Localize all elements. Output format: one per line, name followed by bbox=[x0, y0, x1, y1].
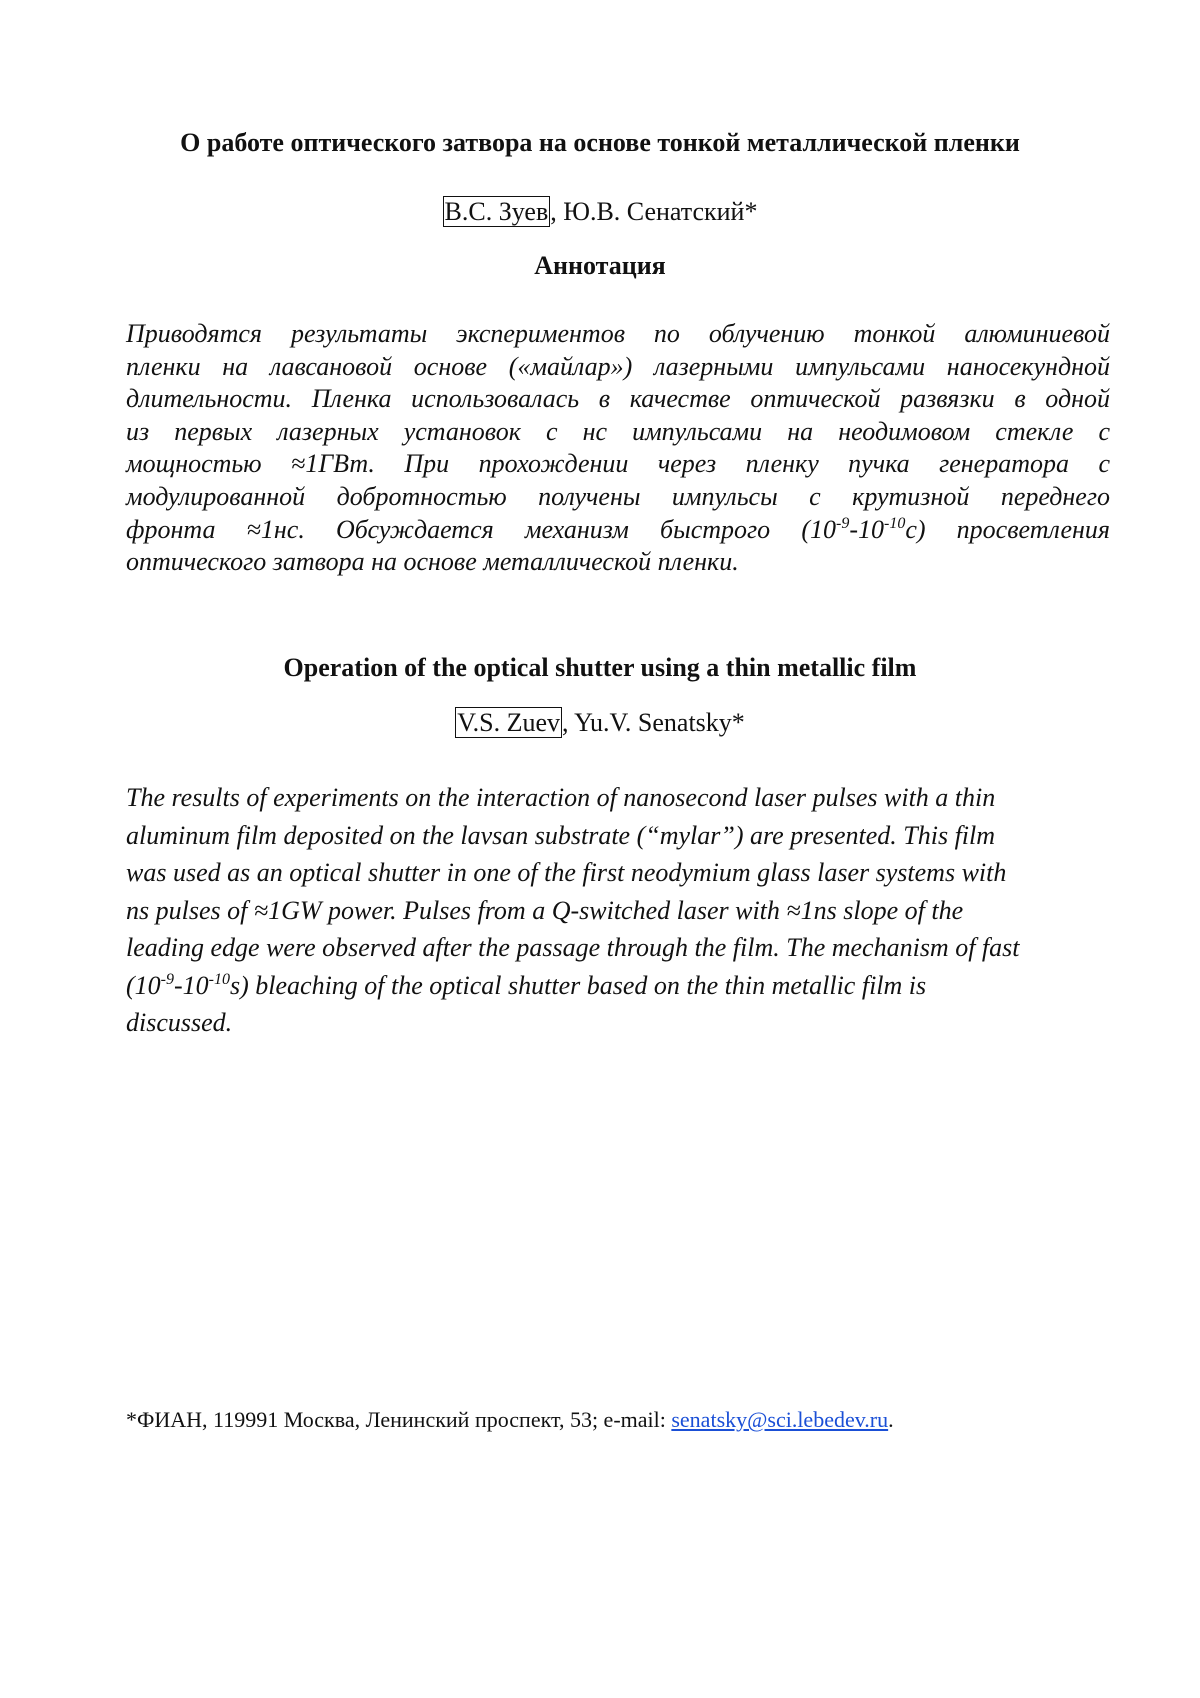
russian-authors bbox=[0, 195, 1200, 229]
english-authors bbox=[0, 706, 1200, 740]
russian-author-senatsky: Ю.В. Сенатский* bbox=[563, 197, 758, 226]
russian-abstract-line: оптического затвора на основе металлической пленки. bbox=[126, 547, 739, 577]
annotation-heading: Аннотация bbox=[534, 251, 666, 280]
russian-abstract-line: мощностью ≈1ГВт. При прохождении через пленку пучка генератора с bbox=[126, 449, 1110, 479]
russian-author-zuev: В.С. Зуев bbox=[444, 197, 549, 226]
exponent-superscript: -10 bbox=[883, 514, 906, 532]
footnote-end: . bbox=[888, 1407, 894, 1432]
exponent-superscript: -9 bbox=[160, 970, 174, 988]
affiliation-footnote bbox=[126, 1405, 1116, 1435]
russian-abstract bbox=[126, 318, 1110, 579]
russian-abstract-line-exponents bbox=[126, 514, 1110, 547]
exponent-suffix: s) bleaching of the optical shutter based on the thin metallic film is bbox=[230, 970, 927, 1000]
english-abstract-line: was used as an optical shutter in one of the first neodymium glass laser systems with bbox=[126, 858, 1007, 887]
russian-abstract-line: пленки на лавсановой основе («майлар») лазерными импульсами наносекундной bbox=[126, 351, 1110, 381]
russian-abstract-line: модулированной добротностью получены импульсы с крутизной переднего bbox=[126, 481, 1110, 511]
exponent-superscript: -9 bbox=[835, 514, 850, 532]
english-abstract-line: leading edge were observed after the passage through the film. The mechanism of fast bbox=[126, 933, 1020, 962]
english-title: Operation of the optical shutter using a thin metallic film bbox=[283, 653, 917, 682]
english-abstract-line-exponents bbox=[126, 967, 1116, 1005]
email-link[interactable]: senatsky@sci.lebedev.ru bbox=[671, 1407, 889, 1432]
exponent-prefix: (10 bbox=[126, 970, 161, 1000]
english-author-zuev: V.S. Zuev bbox=[457, 708, 561, 737]
exponent-middle: -10 bbox=[174, 970, 209, 1000]
exponent-suffix: с) просветления bbox=[905, 514, 1110, 544]
english-abstract bbox=[126, 779, 1116, 1042]
exponent-superscript: -10 bbox=[208, 970, 230, 988]
exponent-middle: -10 bbox=[849, 514, 884, 544]
russian-abstract-line: Приводятся результаты экспериментов по облучению тонкой алюминиевой bbox=[126, 319, 1110, 348]
english-author-separator: , bbox=[562, 708, 575, 737]
exponent-prefix: фронта ≈1нс. Обсуждается механизм быстрого (10 bbox=[126, 514, 836, 544]
english-author-senatsky: Yu.V. Senatsky* bbox=[574, 708, 745, 737]
english-abstract-line: ns pulses of ≈1GW power. Pulses from a Q-switched laser with ≈1ns slope of the bbox=[126, 895, 964, 925]
english-abstract-line: discussed. bbox=[126, 1008, 233, 1037]
russian-abstract-line: длительности. Пленка использовалась в качестве оптической развязки в одной bbox=[126, 384, 1110, 414]
russian-author-separator: , bbox=[550, 197, 564, 226]
russian-title: О работе оптического затвора на основе тонкой металлической пленки bbox=[180, 128, 1020, 157]
english-abstract-line: aluminum film deposited on the lavsan substrate (“mylar”) are presented. This film bbox=[126, 820, 996, 850]
english-abstract-line: The results of experiments on the interaction of nanosecond laser pulses with a thin bbox=[126, 783, 996, 812]
russian-abstract-line: из первых лазерных установок с нс импульсами на неодимовом стекле с bbox=[126, 416, 1110, 446]
footnote-text: *ФИАН, 119991 Москва, Ленинский проспект, 53; e-mail: bbox=[126, 1407, 672, 1432]
